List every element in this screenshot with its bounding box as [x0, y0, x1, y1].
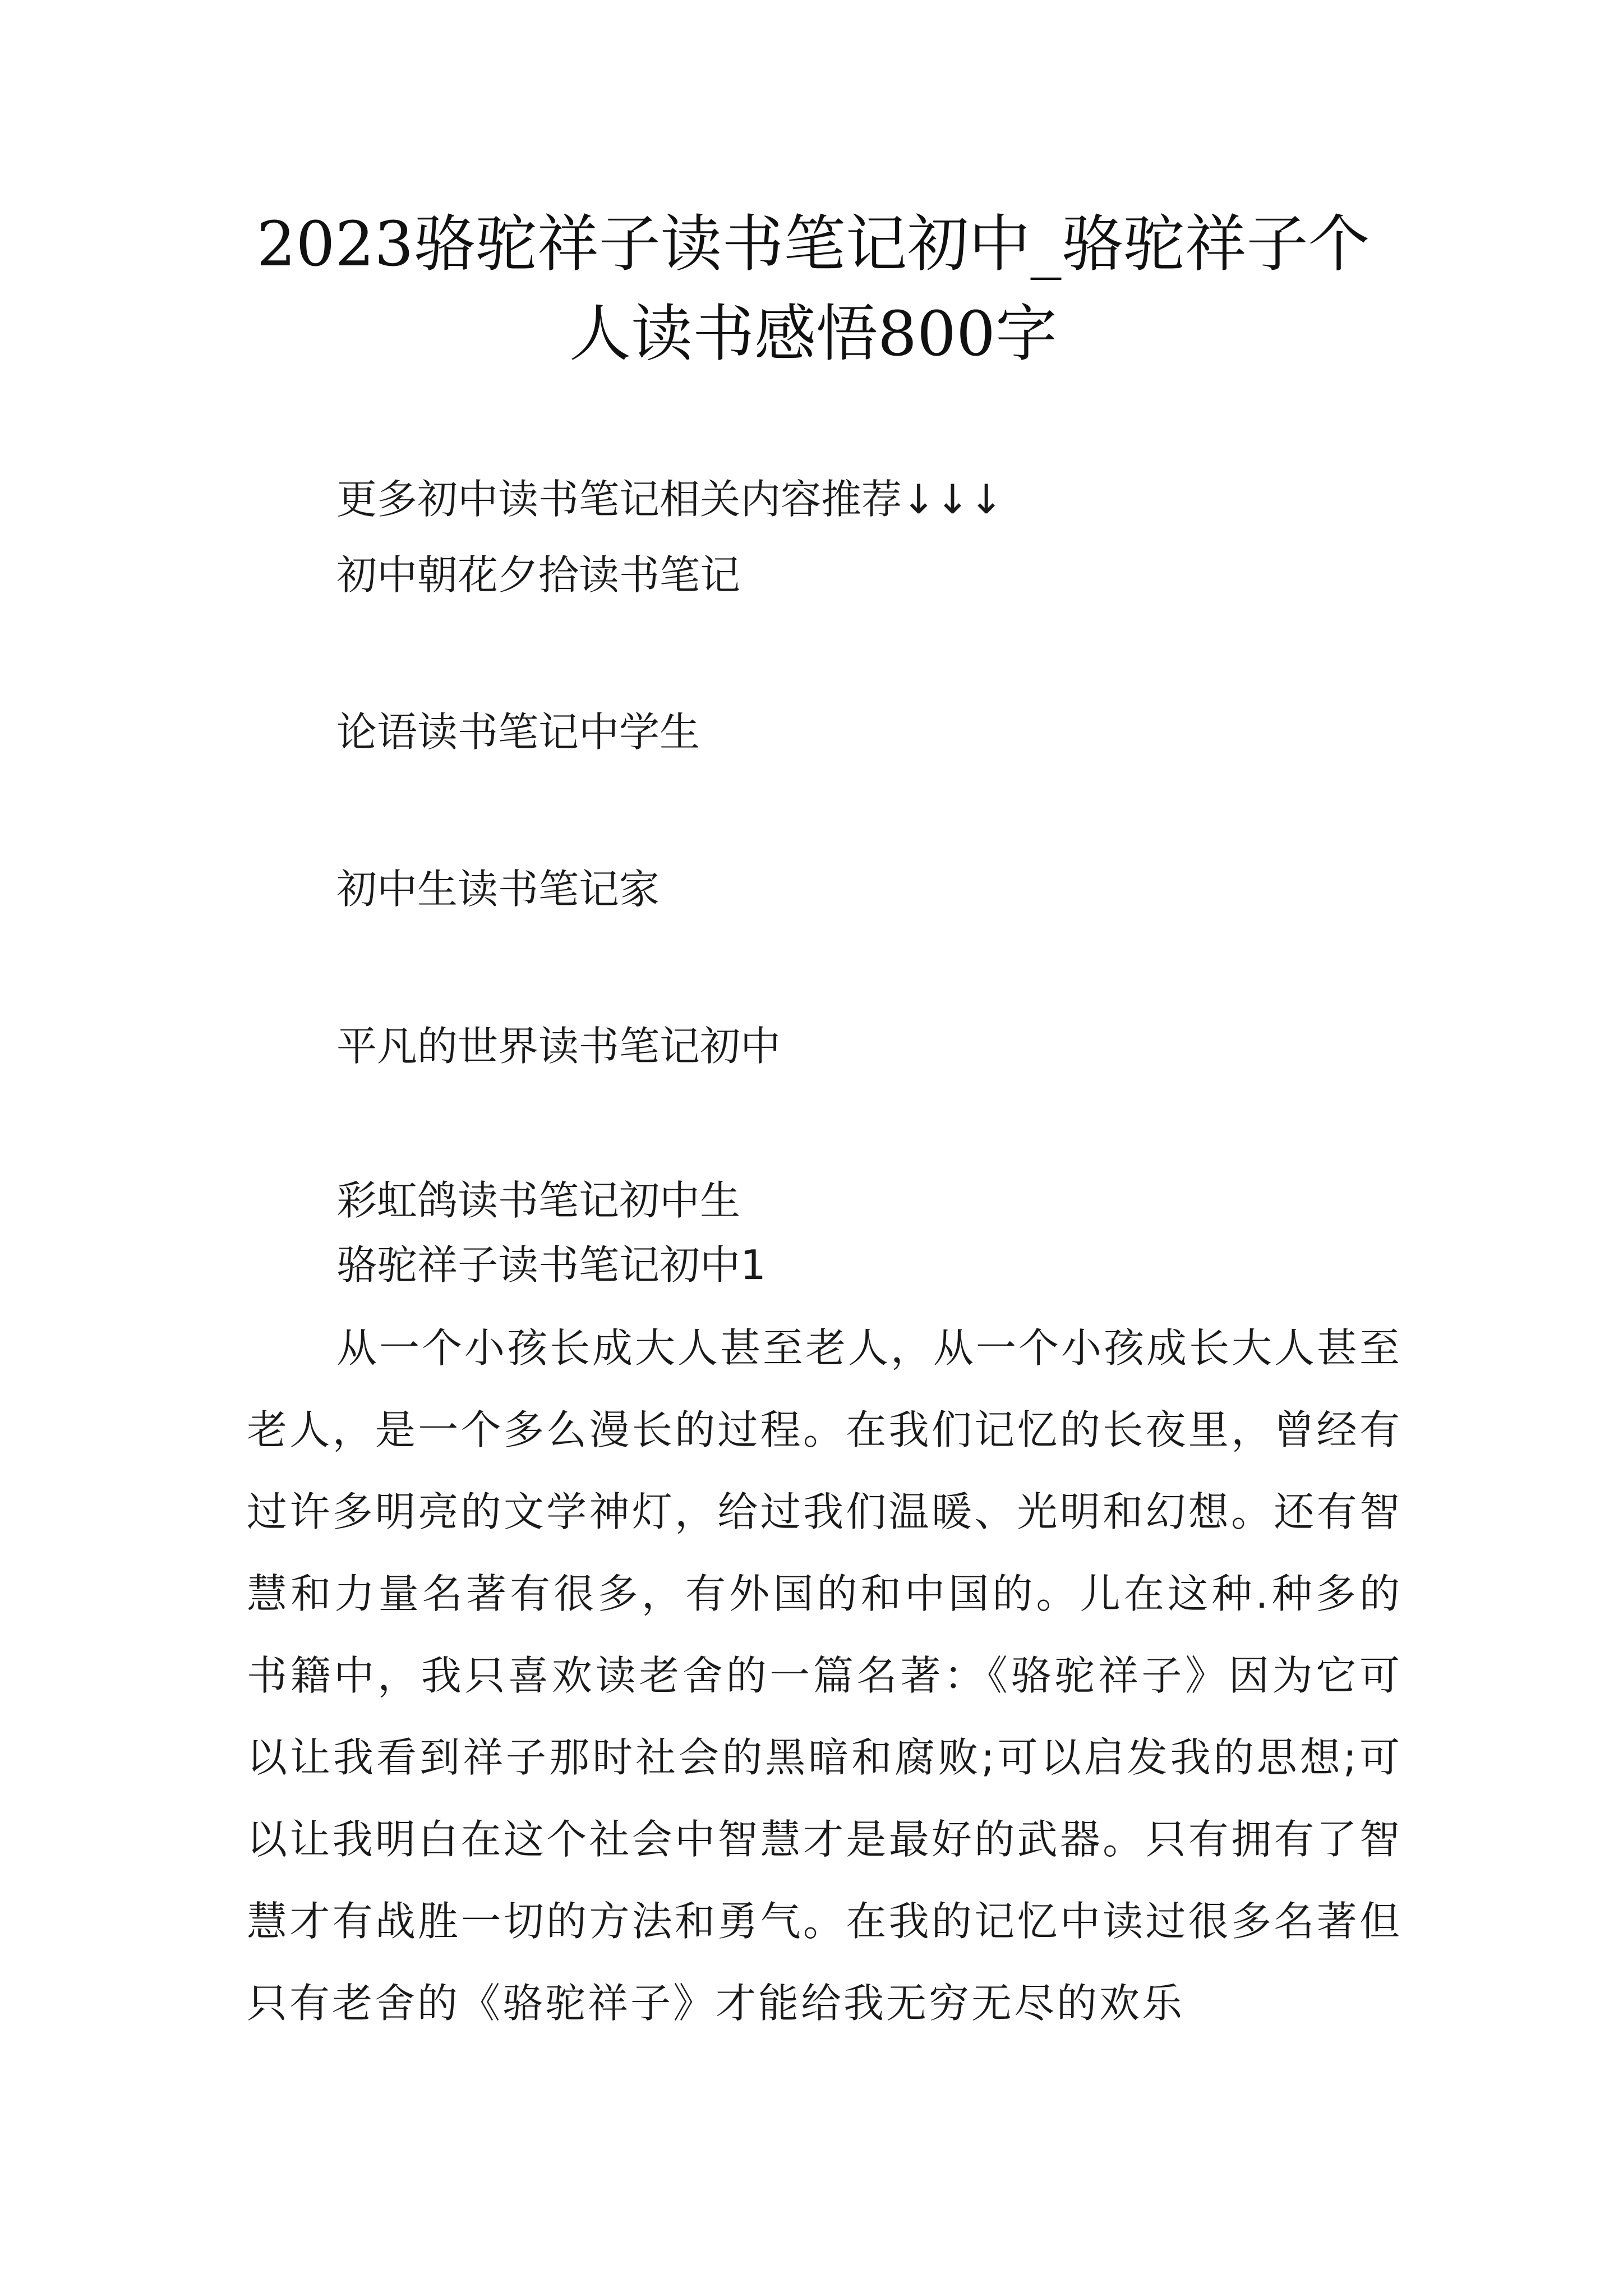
recommend-intro: 更多初中读书笔记相关内容推荐↓↓↓ [336, 476, 1003, 523]
body-paragraph: 从一个小孩长成大人甚至老人，从一个小孩成长大人甚至老人，是一个多么漫长的过程。在我们记忆的长夜里，曾经有过许多明亮的文学神灯，给过我们温暖、光明和幻想。还有智慧和力量名著有很多，有外国的和中国的。儿在这种.种多的书籍中，我只喜欢读老舍的一篇名著：《骆驼祥子》因为它可以让我看到祥子那时社会的黑暗和腐败;可以启发我的思想;可以让我明白在这个社会中智慧才是最好的武器。只有拥有了智慧才有战胜一切的方法和勇气。在我的记忆中读过很多名著但只有老舍的《骆驼祥子》才能给我无穷无尽的欢乐 [247, 1324, 1403, 2027]
recommended-link-lunyu[interactable]: 论语读书笔记中学生 [336, 708, 700, 756]
recommended-link-chuzhongsheng[interactable]: 初中生读书笔记家 [336, 866, 660, 913]
recommended-link-caihongge[interactable]: 彩虹鸽读书笔记初中生 [336, 1177, 741, 1224]
section-heading: 骆驼祥子读书笔记初中1 [336, 1241, 766, 1289]
recommended-link-pingfan[interactable]: 平凡的世界读书笔记初中 [336, 1023, 781, 1070]
recommended-link-chaohua[interactable]: 初中朝花夕拾读书笔记 [336, 551, 741, 599]
document-title: 2023骆驼祥子读书笔记初中_骆驼祥子个人读书感悟800字 [256, 208, 1370, 370]
